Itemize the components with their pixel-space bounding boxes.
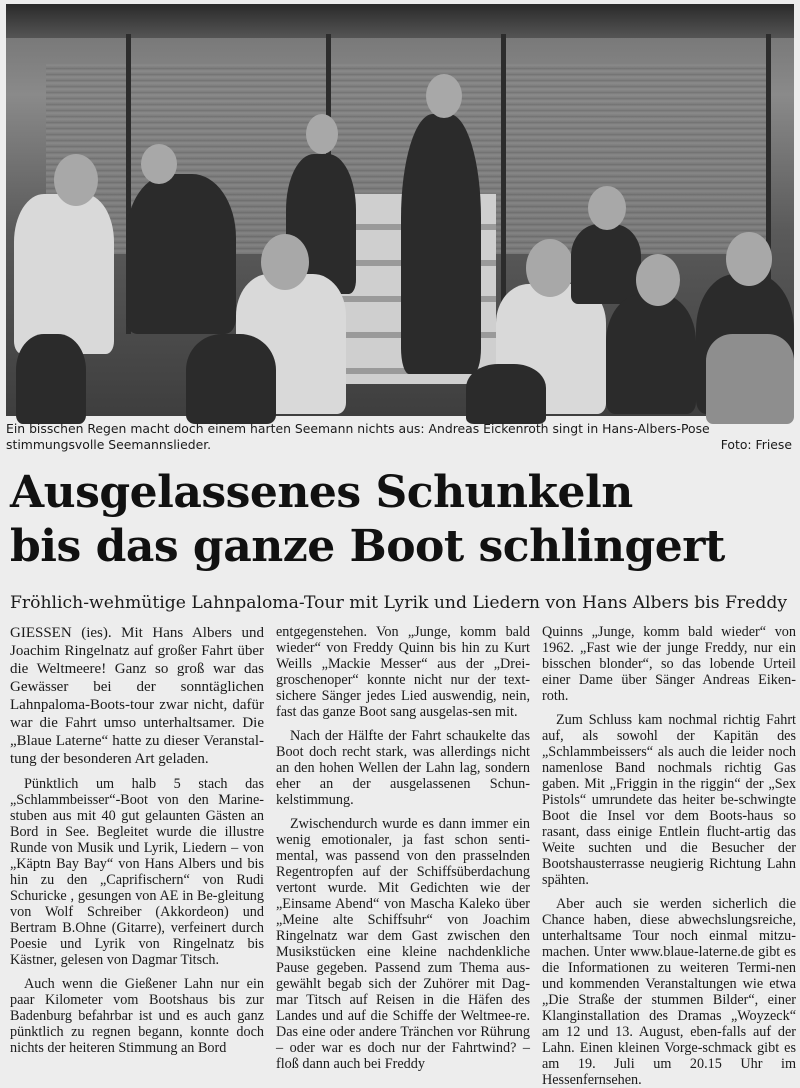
accordion-player-figure [126, 174, 236, 334]
canopy-post [501, 34, 506, 334]
accordion-player-head [141, 144, 177, 184]
foreground-head [16, 334, 86, 424]
headline-line-1: Ausgelassenes Schunkeln [10, 467, 633, 518]
body-paragraph: Zum Schluss kam nochmal richtig Fahrt auf, als sowohl der Kapitän des „Schlammbeissers“ als auch die leider noch namenlose Band nochmals richtig Gas gaben. Mit „Friggin in the riggin“ der „Sex Pistols“ umrundete das heiter be-schwingte Boot die Insel vor dem Boots-haus so rasant, dass einige Entlein flucht-artig das Weite suchten und die Besucher der Bootshausterrasse neugierig Richtung Lahn spähten. [542, 712, 796, 888]
guest-head [726, 232, 772, 286]
article-column-3 [542, 624, 796, 1088]
guest-head [261, 234, 309, 290]
caption-text: Ein bisschen Regen macht doch einem harten Seemann nichts aus: Andreas Eickenroth singt in Hans-Albers-Pose stimmungsvolle Seemannslieder. [6, 421, 710, 452]
guest-figure [606, 294, 696, 414]
guest-figure [14, 194, 114, 354]
article-column-2 [276, 624, 530, 1076]
boat-canopy [6, 4, 794, 38]
article-photo [6, 4, 794, 416]
body-paragraph: Quinns „Junge, komm bald wieder“ von 1962. „Fast wie der junge Freddy, nur ein bisschen blonder“, so das lobende Urteil einer Dame über Sänger Andreas Eiken-roth. [542, 624, 796, 704]
woman-head [306, 114, 338, 154]
body-paragraph: Auch wenn die Gießener Lahn nur ein paar Kilometer vom Bootshaus bis zur Badenburg befahrbar ist und es auch ganz pünktlich zu regnen begann, konnte doch nichts der heiteren Stimmung an Bord [10, 976, 264, 1056]
foreground-head [466, 364, 546, 424]
singer-figure [401, 114, 481, 374]
guest-head [636, 254, 680, 306]
photo-caption [6, 421, 794, 453]
guitarist-figure [571, 224, 641, 304]
foreground-head [706, 334, 794, 424]
singer-head [426, 74, 462, 118]
body-paragraph: entgegenstehen. Von „Junge, komm bald wieder“ von Freddy Quinn bis hin zu Kurt Weills „Mackie Messer“ aus der „Drei-groschenoper“ konnte nicht nur der text-sichere Sänger jedes Lied auswendig, nein, fast das ganze Boot sang ausgelas-sen mit. [276, 624, 530, 720]
guitarist-head [588, 186, 626, 230]
photo-credit: Foto: Friese [720, 437, 792, 452]
foreground-head [186, 334, 276, 424]
headline-line-2: bis das ganze Boot schlingert [10, 521, 725, 572]
body-paragraph: Zwischendurch wurde es dann immer ein wenig emotionaler, ja fast schon senti-mental, was passend von den prasselnden Regentropfen auf der Schiffsüberdachung vertont wurde. Mit Gedichten wie der „Einsame Abend“ von Mascha Kaleko über „Meine alte Schiffsuhr“ von Joachim Ringelnatz war dem Gast zwischen den Musikstücken eine kleine nachdenkliche Pause gegeben. Passend zum Thema aus-gewählt begab sich der Zuhörer mit Dag-mar Titsch auf Reisen in die Häfen des Landes und auf die Schiffe der Weltmee-re. Das eine oder andere Tränchen vor Rührung – oder war es doch nur der Fahrtwind? – floß dann auch bei Freddy [276, 816, 530, 1072]
body-paragraph: Pünktlich um halb 5 stach das „Schlammbeisser“-Boot von den Marine-stuben aus mit 40 gut gelaunten Gästen an Bord in See. Begleitet wurde die illustre Runde von Musik und Lyrik, Liedern – von „Käptn Bay Bay“ von Hans Albers und bis hin zu den „Caprifischern“ von Rudi Schuricke , gesungen von AE in Be-gleitung von Wolf Schreiber (Akkordeon) und Bertram B.Ohne (Gitarre), verfeinert durch Poesie und Lyrik von Ringelnatz bis Kästner, gelesen von Dagmar Titsch. [10, 776, 264, 968]
guest-head [54, 154, 98, 206]
body-paragraph: Nach der Hälfte der Fahrt schaukelte das Boot doch recht stark, was allerdings nicht an den hohen Wellen der Lahn lag, sondern eher an der ausgelassenen Schun-kelstimmung. [276, 728, 530, 808]
guest-head [526, 239, 574, 297]
body-paragraph: Aber auch sie werden sicherlich die Chance haben, diese abwechslungsreiche, unterhaltsame Tour noch einmal mitzu-machen. Unter www.blaue-laterne.de gibt es die Informationen zu weiteren Termi-nen und kommenden Veranstaltungen wie etwa „Die Straße der stummen Bilder“, einer Klanginstallation des Dramas „Woyzeck“ am 12 und 13. August, eben-falls auf der Lahn. Einen kleinen Vorge-schmack gibt es am 19. Juli um 20.15 Uhr im Hessenfernsehen. [542, 896, 796, 1088]
lead-paragraph: GIESSEN (ies). Mit Hans Albers und Joachim Ringelnatz auf großer Fahrt über die Weltmeere! Ganz so groß war das Gewässer bei der sonntäglichen Lahnpaloma-Boots-tour zwar nicht, dafür war die Fahrt umso unterhaltsamer. Die „Blaue Laterne“ hatte zu dieser Veranstal-tung der besonderen Art geladen. [10, 625, 264, 767]
headline [10, 466, 800, 574]
subheadline: Fröhlich-wehmütige Lahnpaloma-Tour mit Lyrik und Liedern von Hans Albers bis Freddy [10, 593, 788, 613]
article-column-1 [10, 624, 264, 1076]
